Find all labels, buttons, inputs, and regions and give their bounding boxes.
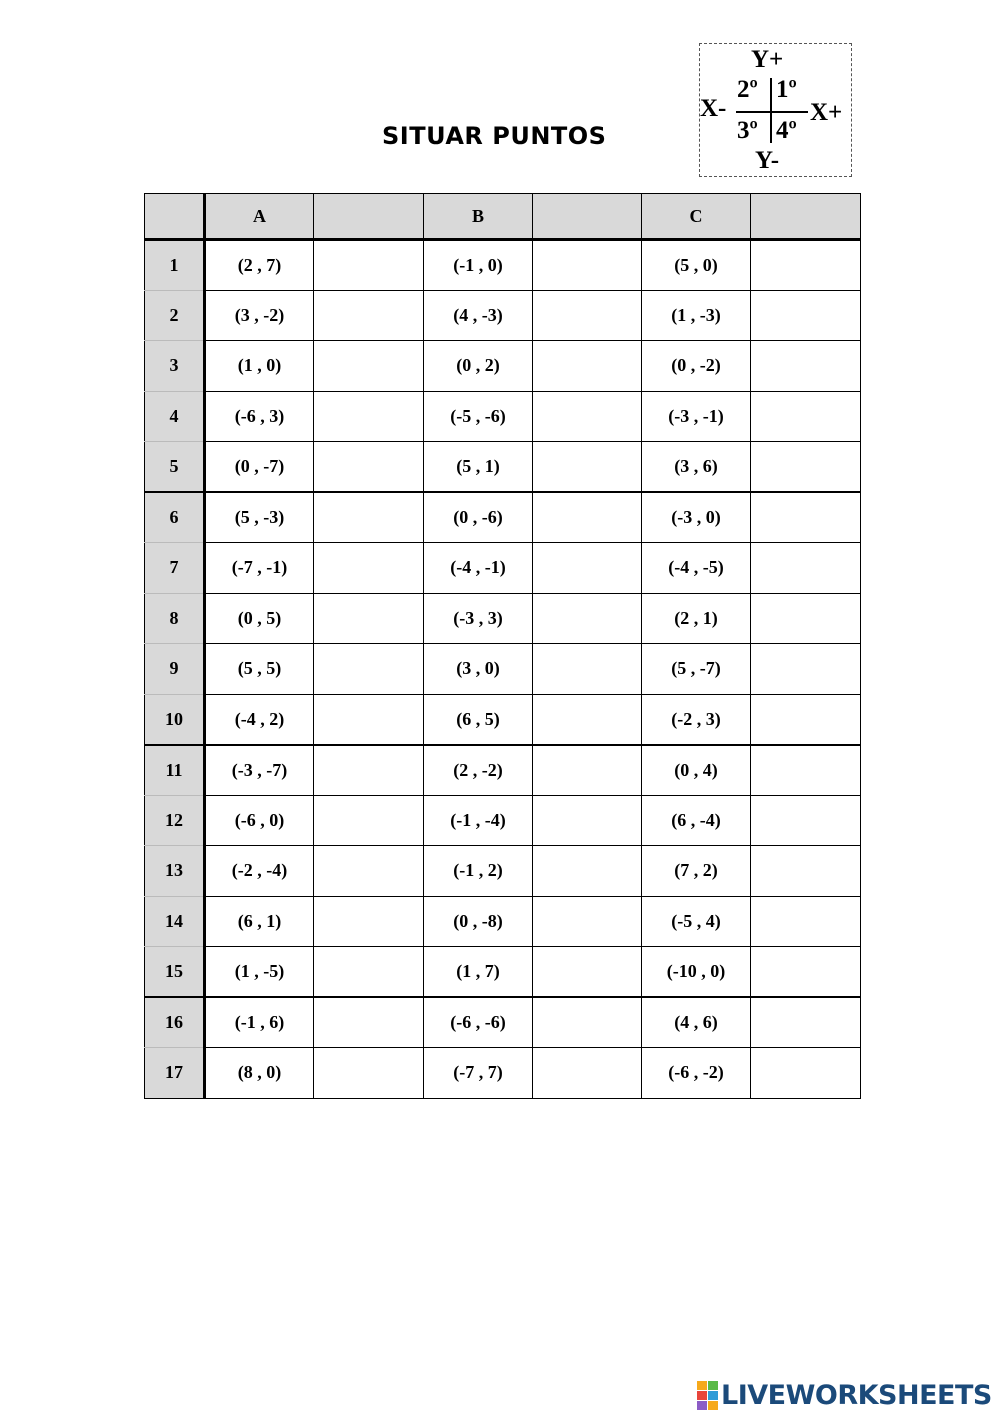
answer-cell-c[interactable] — [751, 795, 861, 846]
point-b: (-1 , -4) — [424, 795, 533, 846]
row-number: 11 — [145, 745, 205, 796]
answer-cell-c[interactable] — [751, 341, 861, 392]
answer-cell-a[interactable] — [314, 593, 424, 644]
row-number: 2 — [145, 290, 205, 341]
row-number: 6 — [145, 492, 205, 543]
point-a: (8 , 0) — [205, 1048, 314, 1099]
point-c: (6 , -4) — [642, 795, 751, 846]
point-a: (2 , 7) — [205, 240, 314, 291]
answer-cell-b[interactable] — [533, 997, 642, 1048]
answer-cell-c[interactable] — [751, 694, 861, 745]
point-b: (-1 , 0) — [424, 240, 533, 291]
table-row — [145, 391, 861, 442]
point-a: (-7 , -1) — [205, 543, 314, 594]
point-c: (3 , 6) — [642, 442, 751, 493]
table-header-row — [145, 194, 861, 240]
table-row — [145, 593, 861, 644]
answer-cell-a[interactable] — [314, 391, 424, 442]
row-number: 14 — [145, 896, 205, 947]
answer-cell-b[interactable] — [533, 341, 642, 392]
table-row — [145, 290, 861, 341]
point-b: (2 , -2) — [424, 745, 533, 796]
table-row — [145, 240, 861, 291]
point-c: (1 , -3) — [642, 290, 751, 341]
answer-cell-a[interactable] — [314, 240, 424, 291]
table-row — [145, 795, 861, 846]
answer-cell-a[interactable] — [314, 745, 424, 796]
point-c: (0 , 4) — [642, 745, 751, 796]
point-b: (4 , -3) — [424, 290, 533, 341]
quadrant-legend — [699, 43, 852, 177]
row-number: 5 — [145, 442, 205, 493]
brand-name: LIVEWORKSHEETS — [721, 1379, 992, 1411]
answer-cell-a[interactable] — [314, 846, 424, 897]
brand-footer — [697, 1378, 992, 1412]
answer-cell-c[interactable] — [751, 745, 861, 796]
point-a: (-3 , -7) — [205, 745, 314, 796]
answer-cell-c[interactable] — [751, 1048, 861, 1099]
answer-cell-c[interactable] — [751, 442, 861, 493]
answer-cell-b[interactable] — [533, 947, 642, 998]
point-c: (-4 , -5) — [642, 543, 751, 594]
table-row — [145, 745, 861, 796]
point-b: (0 , -6) — [424, 492, 533, 543]
point-c: (-2 , 3) — [642, 694, 751, 745]
point-a: (-2 , -4) — [205, 846, 314, 897]
answer-cell-a[interactable] — [314, 947, 424, 998]
answer-cell-b[interactable] — [533, 391, 642, 442]
answer-cell-b[interactable] — [533, 290, 642, 341]
answer-cell-b[interactable] — [533, 442, 642, 493]
header-corner — [145, 194, 205, 240]
point-a: (3 , -2) — [205, 290, 314, 341]
y-minus-label: Y- — [755, 147, 780, 174]
row-number: 7 — [145, 543, 205, 594]
row-number: 12 — [145, 795, 205, 846]
answer-cell-c[interactable] — [751, 391, 861, 442]
quadrant-1-label: 1º — [776, 76, 797, 103]
answer-cell-c[interactable] — [751, 240, 861, 291]
answer-cell-b[interactable] — [533, 846, 642, 897]
row-number: 16 — [145, 997, 205, 1048]
table-row — [145, 341, 861, 392]
table-row — [145, 644, 861, 695]
row-number: 8 — [145, 593, 205, 644]
point-a: (-6 , 0) — [205, 795, 314, 846]
answer-cell-a[interactable] — [314, 543, 424, 594]
point-a: (-1 , 6) — [205, 997, 314, 1048]
header-column-c: C — [642, 194, 751, 240]
row-number: 1 — [145, 240, 205, 291]
answer-cell-a[interactable] — [314, 1048, 424, 1099]
point-c: (7 , 2) — [642, 846, 751, 897]
point-b: (5 , 1) — [424, 442, 533, 493]
quadrant-2-label: 2º — [737, 76, 758, 103]
header-column-a: A — [205, 194, 314, 240]
point-c: (4 , 6) — [642, 997, 751, 1048]
point-c: (-3 , -1) — [642, 391, 751, 442]
answer-cell-b[interactable] — [533, 896, 642, 947]
x-minus-label: X- — [700, 95, 727, 122]
answer-cell-a[interactable] — [314, 896, 424, 947]
answer-cell-c[interactable] — [751, 947, 861, 998]
row-number: 3 — [145, 341, 205, 392]
answer-cell-c[interactable] — [751, 846, 861, 897]
answer-cell-b[interactable] — [533, 1048, 642, 1099]
answer-cell-a[interactable] — [314, 997, 424, 1048]
row-number: 17 — [145, 1048, 205, 1099]
answer-cell-b[interactable] — [533, 543, 642, 594]
answer-cell-b[interactable] — [533, 593, 642, 644]
points-table — [144, 193, 861, 1099]
header-answer-a — [314, 194, 424, 240]
point-b: (-4 , -1) — [424, 543, 533, 594]
liveworksheets-logo-icon — [697, 1380, 719, 1410]
point-c: (-6 , -2) — [642, 1048, 751, 1099]
table-row — [145, 694, 861, 745]
y-plus-label: Y+ — [751, 46, 784, 73]
point-c: (-5 , 4) — [642, 896, 751, 947]
page-title: SITUAR PUNTOS — [382, 122, 607, 150]
point-b: (3 , 0) — [424, 644, 533, 695]
point-b: (-5 , -6) — [424, 391, 533, 442]
table-row — [145, 997, 861, 1048]
point-b: (-1 , 2) — [424, 846, 533, 897]
quadrant-4-label: 4º — [776, 117, 797, 144]
point-b: (0 , -8) — [424, 896, 533, 947]
point-b: (-3 , 3) — [424, 593, 533, 644]
header-answer-c — [751, 194, 861, 240]
answer-cell-b[interactable] — [533, 745, 642, 796]
point-a: (6 , 1) — [205, 896, 314, 947]
answer-cell-a[interactable] — [314, 442, 424, 493]
row-number: 9 — [145, 644, 205, 695]
row-number: 13 — [145, 846, 205, 897]
table-row — [145, 846, 861, 897]
point-c: (0 , -2) — [642, 341, 751, 392]
answer-cell-c[interactable] — [751, 492, 861, 543]
answer-cell-a[interactable] — [314, 492, 424, 543]
point-a: (0 , 5) — [205, 593, 314, 644]
table-row — [145, 1048, 861, 1099]
answer-cell-b[interactable] — [533, 492, 642, 543]
answer-cell-b[interactable] — [533, 240, 642, 291]
answer-cell-b[interactable] — [533, 644, 642, 695]
answer-cell-c[interactable] — [751, 543, 861, 594]
quadrant-y-axis-line — [770, 78, 772, 143]
quadrant-3-label: 3º — [737, 117, 758, 144]
table-row — [145, 442, 861, 493]
table-row — [145, 896, 861, 947]
point-c: (5 , -7) — [642, 644, 751, 695]
table-row — [145, 543, 861, 594]
point-a: (-4 , 2) — [205, 694, 314, 745]
answer-cell-a[interactable] — [314, 290, 424, 341]
table-row — [145, 492, 861, 543]
answer-cell-b[interactable] — [533, 795, 642, 846]
answer-cell-c[interactable] — [751, 644, 861, 695]
point-c: (-3 , 0) — [642, 492, 751, 543]
answer-cell-a[interactable] — [314, 795, 424, 846]
row-number: 15 — [145, 947, 205, 998]
answer-cell-b[interactable] — [533, 694, 642, 745]
point-a: (-6 , 3) — [205, 391, 314, 442]
x-plus-label: X+ — [810, 99, 843, 126]
answer-cell-c[interactable] — [751, 896, 861, 947]
header-column-b: B — [424, 194, 533, 240]
table-row — [145, 947, 861, 998]
answer-cell-a[interactable] — [314, 644, 424, 695]
answer-cell-c[interactable] — [751, 290, 861, 341]
header-answer-b — [533, 194, 642, 240]
answer-cell-a[interactable] — [314, 694, 424, 745]
point-b: (1 , 7) — [424, 947, 533, 998]
row-number: 10 — [145, 694, 205, 745]
point-c: (-10 , 0) — [642, 947, 751, 998]
point-a: (0 , -7) — [205, 442, 314, 493]
point-a: (5 , 5) — [205, 644, 314, 695]
point-a: (1 , 0) — [205, 341, 314, 392]
point-c: (2 , 1) — [642, 593, 751, 644]
point-a: (1 , -5) — [205, 947, 314, 998]
point-b: (-6 , -6) — [424, 997, 533, 1048]
point-b: (-7 , 7) — [424, 1048, 533, 1099]
answer-cell-a[interactable] — [314, 341, 424, 392]
answer-cell-c[interactable] — [751, 593, 861, 644]
point-a: (5 , -3) — [205, 492, 314, 543]
point-b: (6 , 5) — [424, 694, 533, 745]
quadrant-x-axis-line — [736, 111, 808, 113]
row-number: 4 — [145, 391, 205, 442]
point-b: (0 , 2) — [424, 341, 533, 392]
answer-cell-c[interactable] — [751, 997, 861, 1048]
point-c: (5 , 0) — [642, 240, 751, 291]
